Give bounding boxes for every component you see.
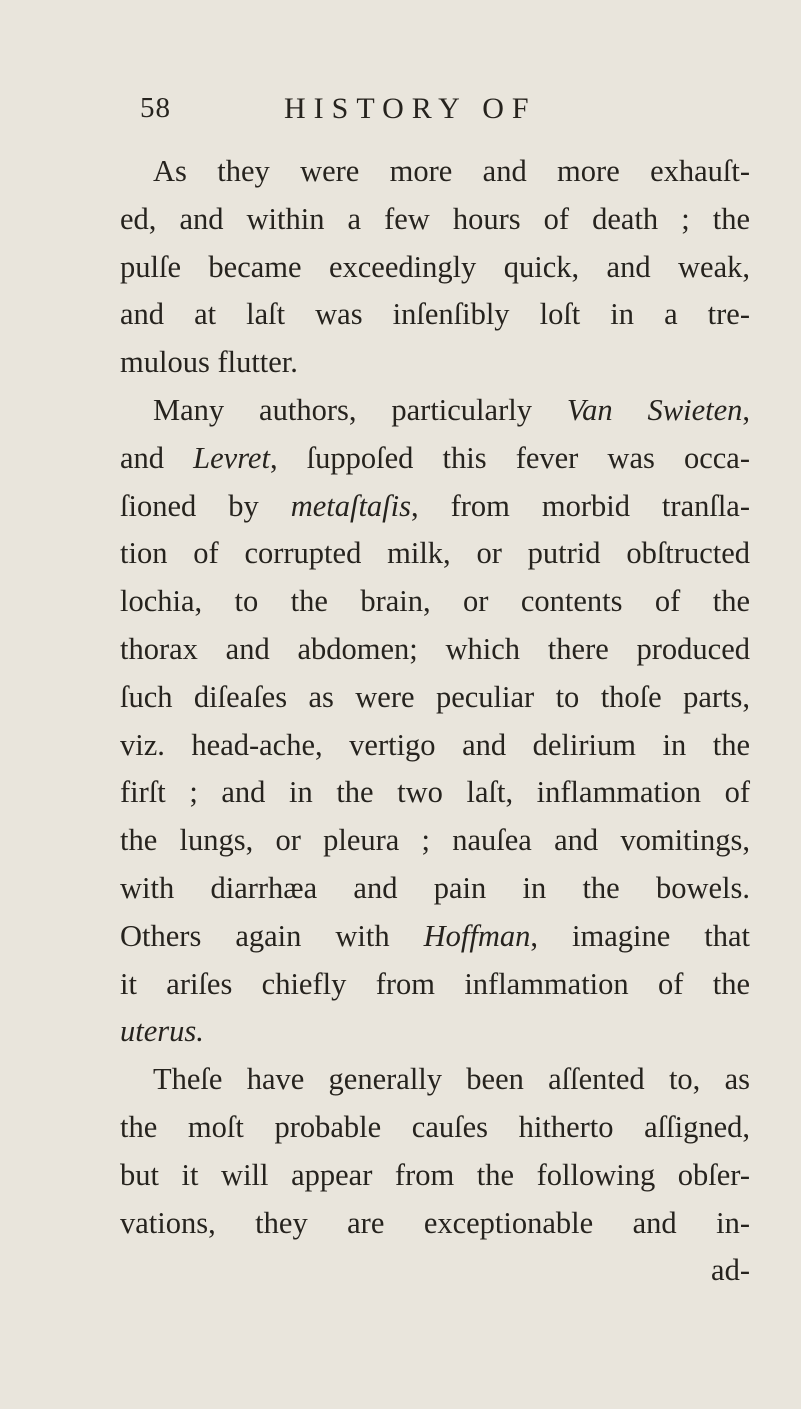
text-line: thorax and abdomen; which there produced xyxy=(120,631,750,666)
text-segment: , xyxy=(742,392,751,427)
text-line: mulous flutter. xyxy=(120,345,298,380)
page-header xyxy=(140,92,610,126)
text-segment: , imagine that xyxy=(530,918,751,953)
text-line: it ariſes chiefly from inflammation of the xyxy=(120,966,750,1001)
italic-term: metaſtaſis xyxy=(290,488,411,523)
italic-term: uterus. xyxy=(120,1014,204,1049)
text-segment: , from morbid tranſla- xyxy=(411,488,750,523)
text-segment: ſioned by xyxy=(120,488,291,523)
text-line: ſuch diſeaſes as were peculiar to thoſe parts, xyxy=(120,679,750,714)
text-line: viz. head-ache, vertigo and delirium in the xyxy=(120,727,750,762)
text-line: the lungs, or pleura ; nauſea and vomitings, xyxy=(120,823,750,858)
page-number: 58 xyxy=(140,92,171,124)
text-line: tion of corrupted milk, or putrid obſtructed xyxy=(120,536,750,571)
running-title: HISTORY OF xyxy=(284,92,537,125)
text-line: Theſe have generally been aſſented to, as xyxy=(153,1062,750,1097)
text-line xyxy=(120,483,750,531)
text-line: ed, and within a few hours of death ; the xyxy=(120,201,750,236)
text-line: with diarrhæa and pain in the bowels. xyxy=(120,870,750,905)
text-line xyxy=(120,1008,750,1056)
text-line xyxy=(120,387,750,435)
text-segment: Others again with xyxy=(120,918,424,953)
body-text xyxy=(120,148,750,1295)
text-segment: Many authors, particularly xyxy=(153,392,567,427)
text-line: pulſe became exceedingly quick, and weak, xyxy=(120,249,750,284)
text-line: firſt ; and in the two laſt, inflammation of xyxy=(120,775,750,810)
italic-name: Van Swieten xyxy=(566,392,743,427)
italic-name: Levret xyxy=(193,440,270,475)
text-line xyxy=(120,435,750,483)
text-line: vations, they are exceptionable and in- xyxy=(120,1205,750,1240)
text-line: but it will appear from the following obſer- xyxy=(120,1157,750,1192)
text-line: lochia, to the brain, or contents of the xyxy=(120,584,750,619)
text-line: and at laſt was inſenſibly loſt in a tre- xyxy=(120,297,750,332)
text-line: As they were more and more exhauſt- xyxy=(153,154,750,188)
text-line xyxy=(120,913,750,961)
catchword: ad- xyxy=(711,1253,750,1288)
text-line: the moſt probable cauſes hitherto aſſigned, xyxy=(120,1109,750,1144)
text-segment: and xyxy=(120,440,194,475)
italic-name: Hoffman xyxy=(423,918,531,953)
text-segment: , ſuppoſed this fever was occa- xyxy=(269,440,750,475)
